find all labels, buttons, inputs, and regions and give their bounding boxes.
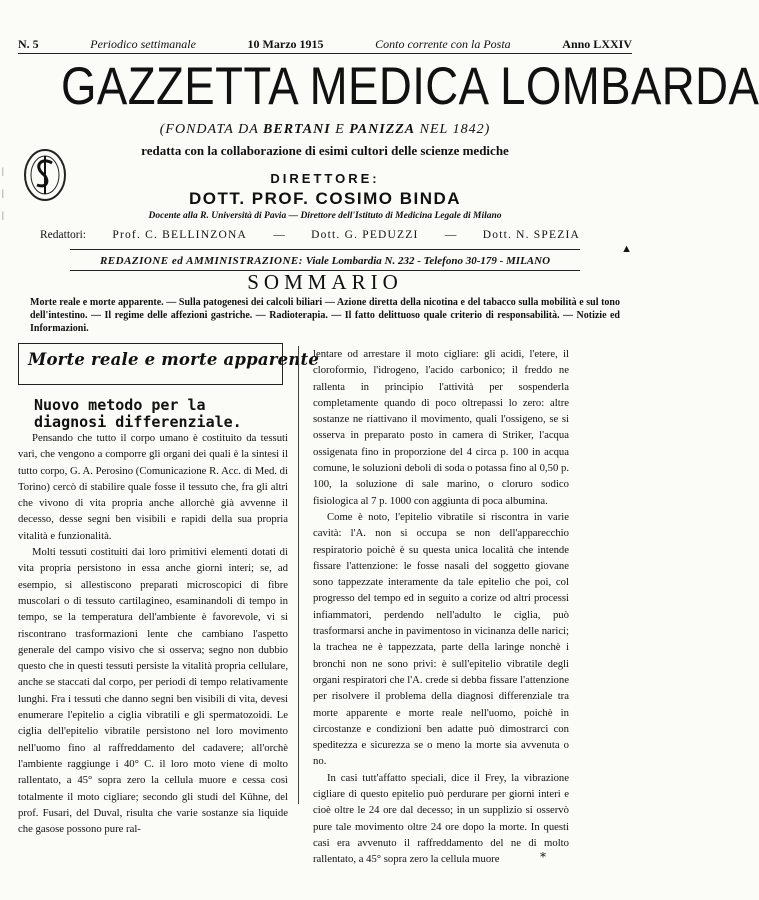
paragraph: lentare od arrestare il moto cigliare: gli acidi, l'etere, il cloroformio, l'idrogeno, l'acido carbonico; il freddo ne rallenta in principio l'attività per sospenderla completamente quando di poco oltrepassi lo zero: altre sostanze ne riattivano il movimento, quali l'ossigeno, se si osserva in preparato posto in camera di Striker, l'acqua ossigenata fino in proporzione del 4 circa p. 100 in acqua comune, le soluzioni deboli di soda o potassa fino al 0,50 p. 100, la soluzione di sale marino, o cloruro sodico fisiologica al 7 p. 1000 con aggiunta di poca albumina.: [313, 348, 569, 507]
volume-year: Anno LXXIV: [562, 37, 632, 51]
issue-date: 10 Marzo 1915: [247, 37, 324, 51]
header-rule: [70, 249, 580, 250]
edge-mark: |: [2, 210, 4, 220]
founded-suffix: NEL 1842): [419, 122, 491, 137]
paragraph: Pensando che tutto il corpo umano è costituito da tessuti vari, che vengono a comporre gli organi dei quali è la sintesi il tutto corpo, G. A. Perosino (Comunicazione R. Acc. di Med. di Torino) cercò di stabilire quale fosse il tessuto che, fra gli altri che vivono di vita propria anche allorchè già avvenne il decesso, desse segni ben visibili e rapidi della sua propria vitalità e funzionalità.: [18, 432, 288, 542]
paragraph: Molti tessuti costituiti dai loro primitivi elementi dotati di vita propria persistono in essa anche giorni interi; se, ad esempio, si allestiscono preparati microscopici di fibre muscolari o di tessuto cartilagineo, esaminandoli di tempo in tempo, se la temperatura dell'ambiente è favorevole, vi si riscontrano trasformazioni lente che cambiano l'aspetto generale del campo visivo che si osserva; segno non dubbio questo che in questi tessuti persiste la vitalità propria cellulare, anche se staccati dal corpo, per periodi di tempo relativamente lunghi. Fra i tessuti che danno segni ben visibili di vita, devesi enumerare l'epitelio a ciglia vibratili e gli spermatozoidi. Le ciglia dell'epitelio vibratile persistono nel loro movimento nell'uomo fino al raffreddamento del cadavere; all'orchè l'ambiente raggiunge i 40° C. il loro moto viene di molto rallentato, a 45° sopra zero la cellula muore e cessa così totalmente il moto cigliare; secondo gli studi del Kühne, del prof. Fusari, del Duval, risulta che varie sostanze sia liquide che gasose possono pure ral-: [18, 546, 288, 836]
founded-conj: E: [335, 122, 345, 137]
edge-mark: |: [2, 166, 4, 176]
editor-sep: —: [273, 229, 285, 241]
editors-line: [40, 229, 580, 241]
redaction-address: Viale Lombardia N. 232 - Telefono 30-179 - MILANO: [305, 255, 551, 267]
left-column: [18, 430, 288, 837]
masthead-line: [18, 37, 632, 52]
founded-prefix: (FONDATA DA: [159, 122, 259, 137]
collaboration-line: redatta con la collaborazione di esimi cultori delle scienze mediche: [141, 143, 509, 158]
redaction-line: [0, 255, 650, 267]
periodicity: Periodico settimanale: [90, 37, 196, 51]
directors-label: DIRETTORE:: [270, 171, 380, 186]
article-title: Morte reale e morte apparente: [28, 350, 320, 369]
column-divider: [298, 346, 299, 804]
director-roles: Docente alla R. Università di Pavia — Direttore dell'Istituto di Medicina Legale di Milano: [148, 211, 502, 221]
journal-title: GAZZETTA MEDICA LOMBARDA: [60, 57, 759, 116]
issue-number: N. 5: [18, 37, 39, 51]
editor-3: Dott. N. SPEZIA: [482, 229, 580, 241]
masthead-rule: [18, 53, 632, 54]
sommario-contents: Morte reale e morte apparente. — Sulla patogenesi dei calcoli biliari — Azione diretta della nicotina e del tabacco sulla mobilità e sul tono dell'intestino. — Il regime delle affezioni gastriche. — Radioterapia. — Il fatto delittuoso quale criterio di responsabilità. — Notizie ed Informazioni.: [30, 297, 620, 334]
founder-2: PANIZZA: [349, 122, 416, 137]
edge-mark: |: [2, 188, 4, 198]
paragraph: In casi tutt'affatto speciali, dice il Frey, la vibrazione cigliare di questo epitelio può perdurare per giorni interi e cioè oltre le 24 ore dal decesso; in un supplizio si osservò pure tale movimento oltre 24 ore dopo la morte. In questi casi era avvenuto il raffreddamento del ne di molto rallentato, a 45° sopra zero la cellula muore: [313, 771, 569, 866]
editor-2: Dott. G. PEDUZZI: [311, 229, 419, 241]
editor-sep: —: [444, 229, 457, 241]
editors-label: Redattori:: [40, 229, 86, 241]
postal-account: Conto corrente con la Posta: [375, 37, 511, 51]
redaction-label: REDAZIONE ed AMMINISTRAZIONE:: [99, 255, 303, 267]
bottom-mark: ⁎: [540, 846, 546, 860]
founder-1: BERTANI: [263, 122, 331, 137]
editor-1: Prof. C. BELLINZONA: [112, 229, 247, 241]
article-subtitle: Nuovo metodo per la diagnosi differenziale.: [34, 396, 242, 431]
director-name: DOTT. PROF. COSIMO BINDA: [188, 189, 462, 208]
paragraph: Come è noto, l'epitelio vibratile si riscontra in varie cavità: l'A. non si occupa se non dell'apparecchio respiratorio poichè è su questa unica località che intende fissare l'attenzione: le fosse nasali del soggetto giovane sono tappezzate interamente da tale epitelio che poi, col progresso del tempo ed in seguito a corize od altri processi infiammatori, perdendo nell'adulto le ciglia, può trasformarsi anche in pavimentoso in vicinanza delle narici; la trachea ne è tappezzata, parte della laringe nonchè i bronchi non ne sono privi: è sull'epitelio vibratile degli organi respiratori che l'A. crede si debba fissare l'attenzione per risolvere il problema della diagnosi differenziale tra morte apparente e morte reale nell'uomo, poichè in circostanze e condizioni ben adatte può dimostrarci con speditezza e sicurezza se o meno la morte sia avvenuta o no.: [313, 510, 569, 768]
sommario-heading: SOMMARIO: [247, 270, 403, 294]
founded-line: [0, 122, 650, 138]
right-column: [313, 346, 569, 868]
margin-dot: ▲: [621, 243, 632, 255]
